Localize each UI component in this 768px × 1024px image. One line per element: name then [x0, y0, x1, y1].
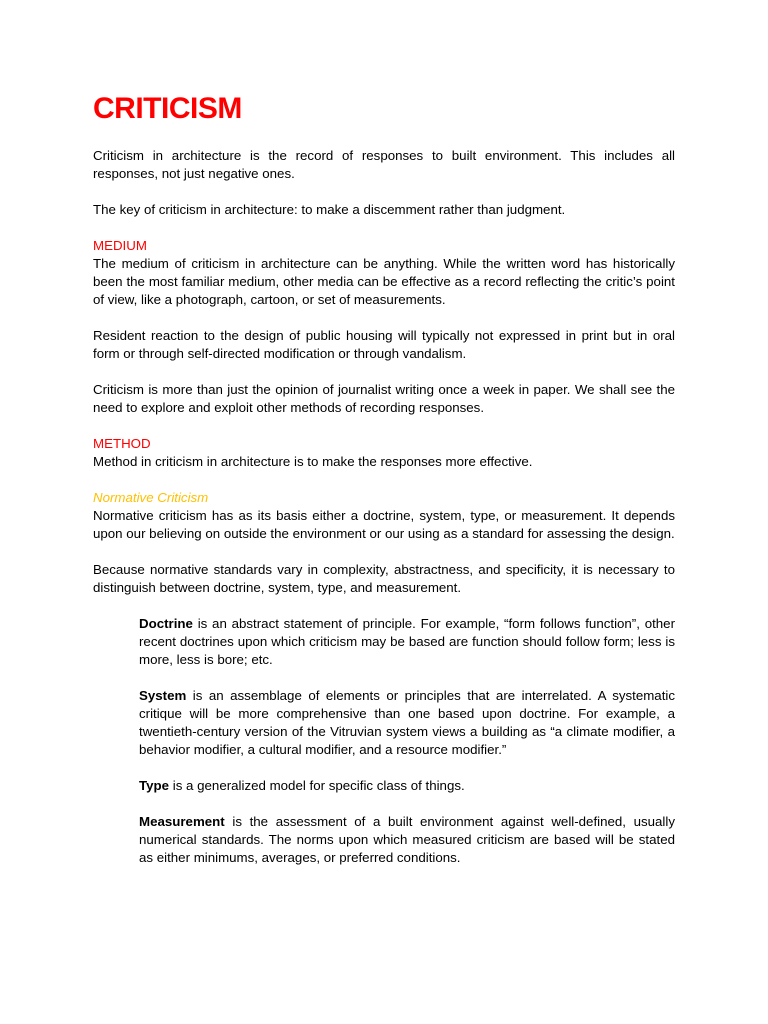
- definition-measurement: [139, 813, 675, 867]
- definition-type: [139, 777, 675, 795]
- page-title: CRITICISM: [93, 92, 242, 125]
- medium-paragraph-1: The medium of criticism in architecture can be anything. While the written word has historically been the most familiar medium, other media can be effective as a record reflecting the critic’s point of view, like a photograph, cartoon, or set of measurements.: [93, 256, 675, 307]
- definition-term: Measurement: [139, 814, 225, 829]
- normative-paragraph-1: Normative criticism has as its basis either a doctrine, system, type, or measurement. It depends upon our believing on outside the environment or our using as a standard for assessing the design.: [93, 508, 675, 541]
- definition-doctrine: [139, 615, 675, 669]
- subheading-normative-criticism: Normative Criticism: [93, 490, 209, 505]
- document-page: [93, 90, 675, 885]
- normative-paragraph-2: Because normative standards vary in complexity, abstractness, and specificity, it is necessary to distinguish between doctrine, system, type, and measurement.: [93, 562, 675, 595]
- definition-term: Type: [139, 778, 170, 793]
- definition-text: is a generalized model for specific class of things.: [169, 778, 465, 793]
- section-heading-medium: MEDIUM: [93, 238, 147, 253]
- definition-text: is an abstract statement of principle. For example, “form follows function”, other recent doctrines upon which criticism may be based are function should follow form; less is more, less is bore; etc.: [139, 616, 675, 667]
- medium-paragraph-2: Resident reaction to the design of public housing will typically not expressed in print but in oral form or through self-directed modification or through vandalism.: [93, 328, 675, 361]
- section-heading-method: METHOD: [93, 436, 151, 451]
- definition-system: [139, 687, 675, 759]
- intro-paragraph-2: The key of criticism in architecture: to make a discemment rather than judgment.: [93, 202, 566, 217]
- medium-paragraph-3: Criticism is more than just the opinion of journalist writing once a week in paper. We shall see the need to explore and exploit other methods of recording responses.: [93, 382, 675, 415]
- definition-text: is an assemblage of elements or principles that are interrelated. A systematic critique will be more comprehensive than one based upon doctrine. For example, a twentieth-century version of the Vitruvian system views a building as “a climate modifier, a behavior modifier, a cultural modifier, and a resource modifier.”: [139, 688, 675, 757]
- definition-term: Doctrine: [139, 616, 193, 631]
- definition-text: is the assessment of a built environment against well-defined, usually numerical standards. The norms upon which measured criticism are based will be stated as either minimums, averages, or preferred conditions.: [139, 814, 675, 865]
- intro-paragraph-1: Criticism in architecture is the record of responses to built environment. This includes all responses, not just negative ones.: [93, 148, 675, 181]
- method-paragraph: Method in criticism in architecture is to make the responses more effective.: [93, 454, 533, 469]
- definition-term: System: [139, 688, 187, 703]
